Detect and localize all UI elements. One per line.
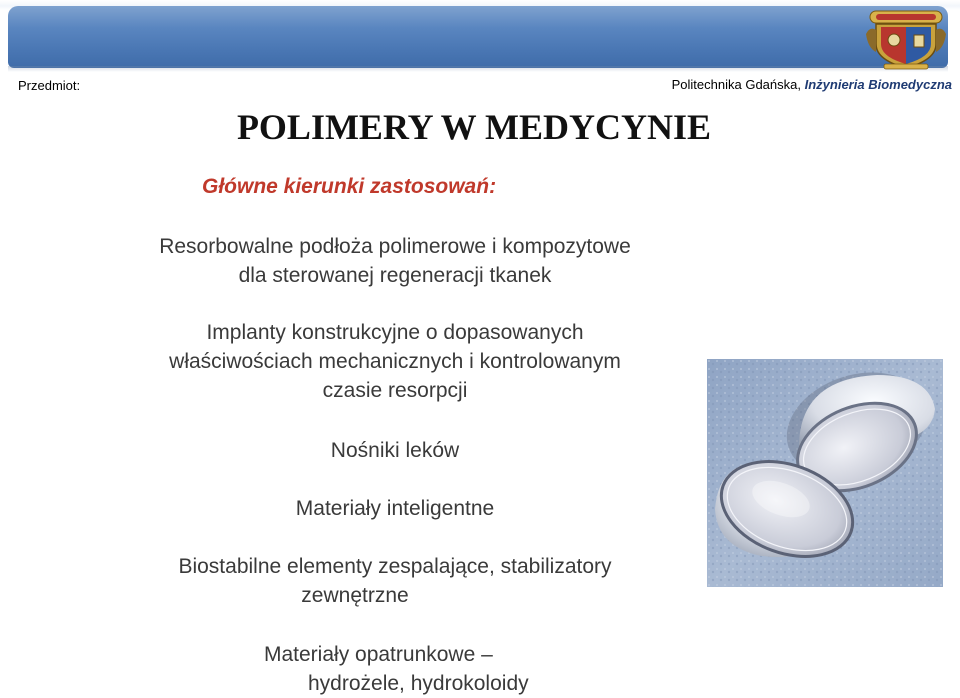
list-item — [228, 640, 588, 698]
list-item — [120, 436, 670, 465]
item-line: Nośniki leków — [330, 439, 460, 462]
header-banner — [0, 0, 960, 70]
university-crest-logo — [864, 8, 948, 70]
header-bar — [8, 6, 948, 68]
subject-label: Przedmiot: — [18, 78, 81, 93]
item-line: Materiały inteligentne — [295, 497, 495, 520]
implant-photo — [707, 359, 943, 587]
institution-dept: Inżynieria Biomedyczna — [804, 77, 952, 92]
item-line: zewnętrzne — [301, 584, 409, 607]
item-line: Implanty konstrukcyjne o dopasowanych — [206, 321, 584, 344]
header-bar-shadow — [8, 66, 948, 72]
item-line: hydrożele, hydrokoloidy — [308, 672, 529, 695]
list-item — [120, 232, 670, 290]
item-line: Resorbowalne podłoża polimerowe i kompozytowe — [159, 235, 631, 258]
list-item — [120, 552, 670, 610]
institution-name: Politechnika Gdańska, — [671, 77, 801, 92]
slide-subtitle: Główne kierunki zastosowań: — [202, 175, 497, 198]
item-line: Biostabilne elementy zespalające, stabilizatory — [178, 555, 612, 578]
list-item — [120, 494, 670, 523]
item-line: czasie resorpcji — [322, 379, 468, 402]
slide-title: POLIMERY W MEDYCYNIE — [236, 107, 712, 147]
list-item — [120, 318, 670, 405]
institution-label — [672, 77, 952, 92]
item-line: Materiały opatrunkowe – — [264, 643, 493, 666]
item-line: dla sterowanej regeneracji tkanek — [238, 264, 552, 287]
item-line: właściwościach mechanicznych i kontrolowanym — [169, 350, 621, 373]
